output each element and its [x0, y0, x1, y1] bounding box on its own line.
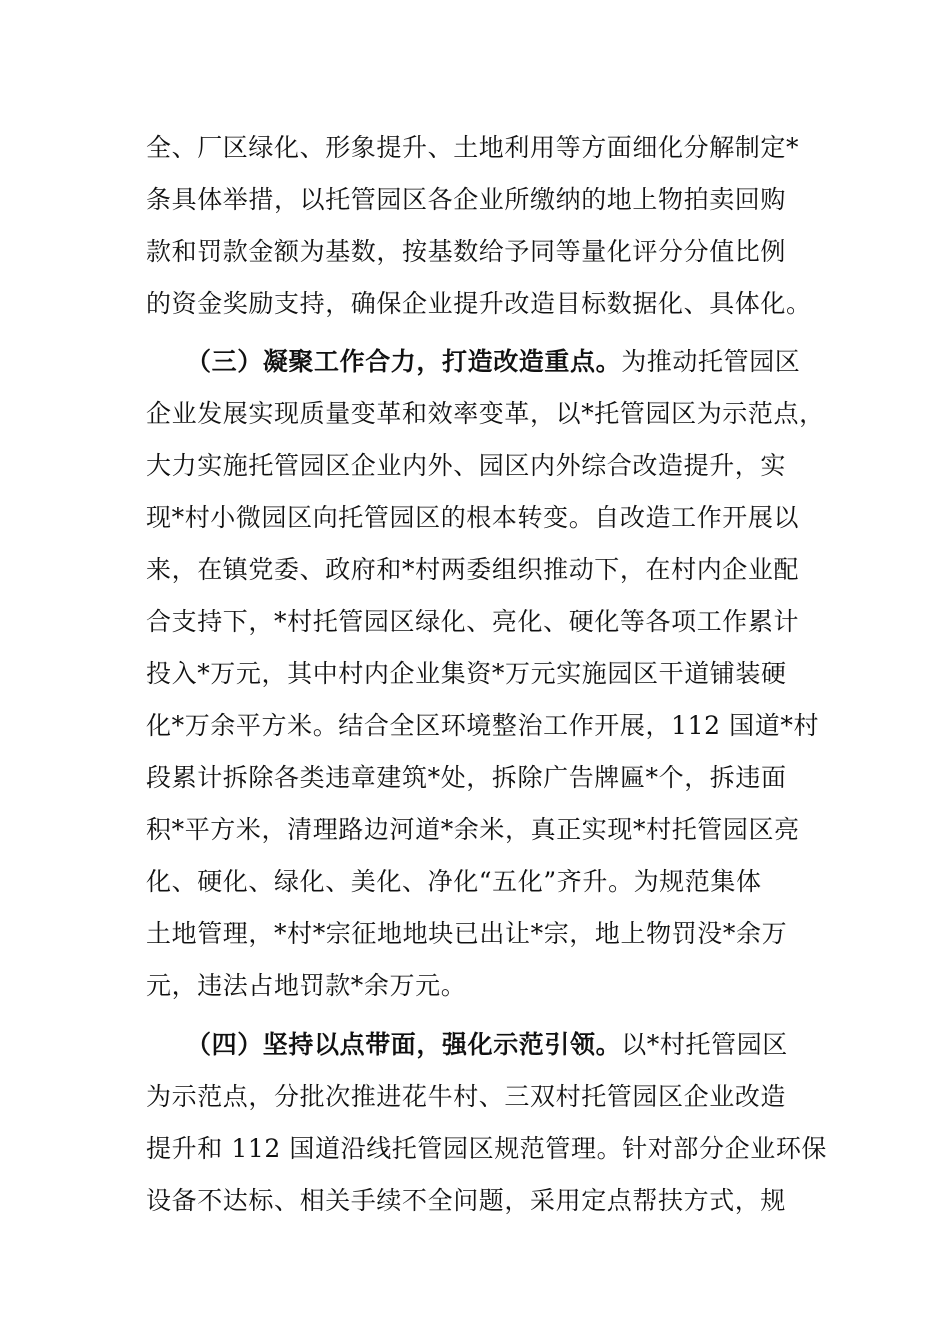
para2-line-5: 来，在镇党委、政府和*村两委组织推动下，在村内企业配	[146, 555, 800, 584]
para3-line-3: 提升和 112 国道沿线托管园区规范管理。针对部分企业环保	[146, 1134, 828, 1163]
para2-line-7: 投入*万元，其中村内企业集资*万元实施园区干道铺装硬	[146, 659, 787, 688]
para2-line-11: 化、硬化、绿化、美化、净化“五化”齐升。为规范集体	[146, 867, 762, 896]
para2-line-12: 土地管理，*村*宗征地地块已出让*宗，地上物罚没*余万	[146, 919, 788, 948]
para3-first-line	[186, 1030, 788, 1060]
para3-line-4: 设备不达标、相关手续不全问题，采用定点帮扶方式，规	[146, 1186, 787, 1215]
para2-line-8: 化*万余平方米。结合全区环境整治工作开展，112 国道*村	[146, 711, 820, 740]
para2-line-2: 企业发展实现质量变革和效率变革，以*托管园区为示范点，	[146, 399, 825, 428]
para2-first-line	[186, 347, 800, 377]
para2-line-10: 积*平方米，清理路边河道*余米，真正实现*村托管园区亮	[146, 815, 800, 844]
section-heading-4: （四）坚持以点带面，强化示范引领。	[186, 1030, 622, 1059]
para2-line-9: 段累计拆除各类违章建筑*处，拆除广告牌匾*个，拆违面	[146, 763, 787, 792]
section-heading-3: （三）凝聚工作合力，打造改造重点。	[186, 347, 622, 376]
para1-line-2: 条具体举措，以托管园区各企业所缴纳的地上物拍卖回购	[146, 185, 787, 214]
para2-line-4: 现*村小微园区向托管园区的根本转变。自改造工作开展以	[146, 503, 800, 532]
para2-line-3: 大力实施托管园区企业内外、园区内外综合改造提升，实	[146, 451, 787, 480]
para1-line-3: 款和罚款金额为基数，按基数给予同等量化评分分值比例	[146, 237, 787, 266]
para2-line-13: 元，违法占地罚款*余万元。	[146, 971, 467, 1000]
para1-line-1: 全、厂区绿化、形象提升、土地利用等方面细化分解制定*	[146, 133, 800, 162]
para3-first-line-text: 以*村托管园区	[621, 1030, 788, 1059]
para1-line-4: 的资金奖励支持，确保企业提升改造目标数据化、具体化。	[146, 289, 812, 318]
para2-first-line-text: 为推动托管园区	[621, 347, 801, 376]
para2-line-6: 合支持下，*村托管园区绿化、亮化、硬化等各项工作累计	[146, 607, 800, 636]
para3-line-2: 为示范点，分批次推进花牛村、三双村托管园区企业改造	[146, 1082, 787, 1111]
